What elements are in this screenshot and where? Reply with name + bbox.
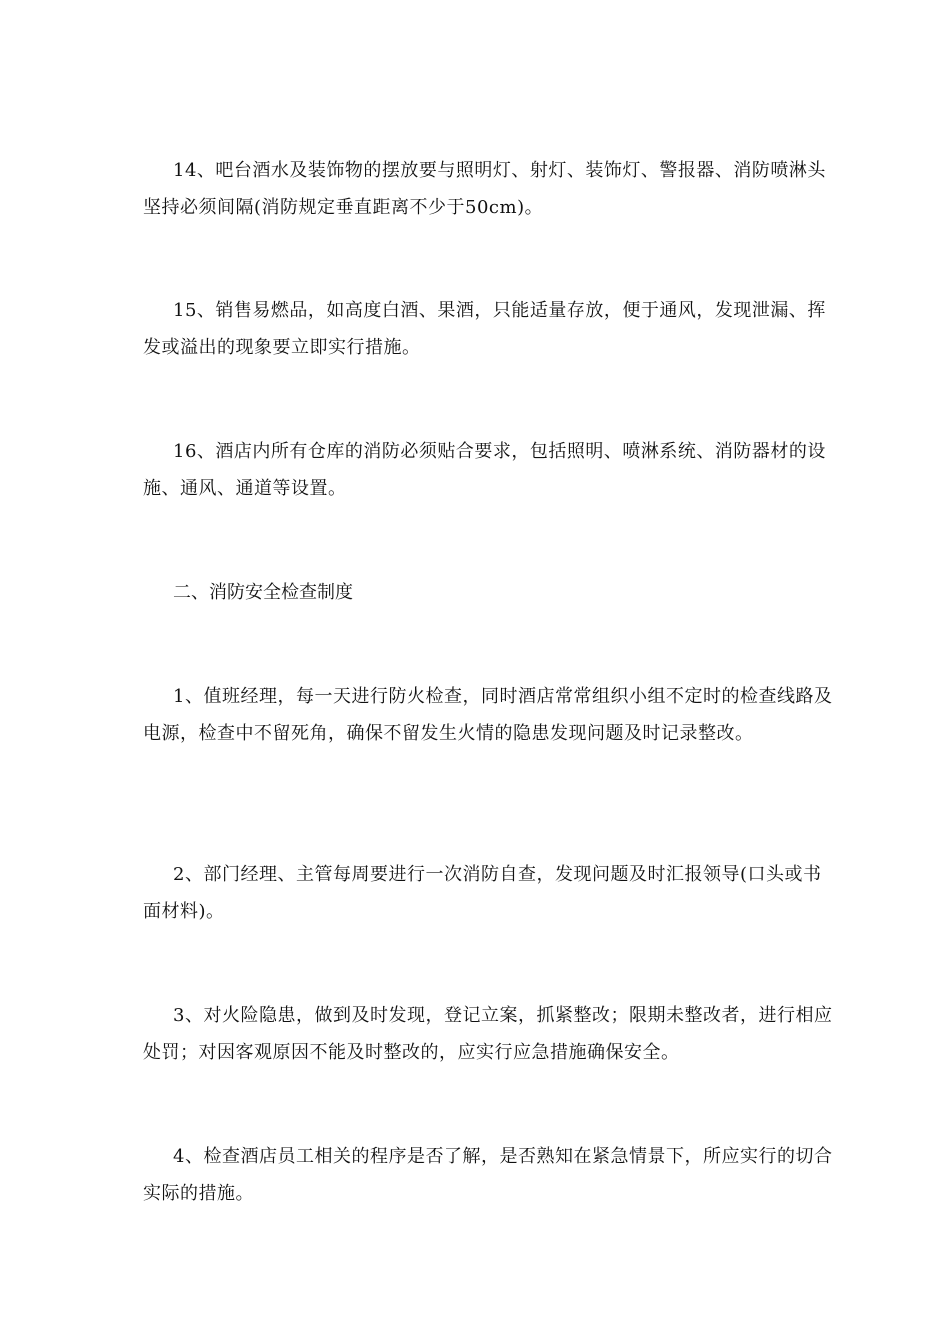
paragraph-check-2: 2、部门经理、主管每周要进行一次消防自查，发现问题及时汇报领导(口头或书面材料)。 [143, 864, 822, 922]
paragraph-check-1: 1、值班经理，每一天进行防火检查，同时酒店常常组织小组不定时的检查线路及电源，检查中不留死角，确保不留发生火情的隐患发现问题及时记录整改。 [143, 686, 833, 744]
section-heading: 二、消防安全检查制度 [173, 582, 353, 603]
paragraph-14: 14、吧台酒水及装饰物的摆放要与照明灯、射灯、装饰灯、警报器、消防喷淋头坚持必须间隔(消防规定垂直距离不少于50cm)。 [143, 160, 826, 218]
paragraph-16: 16、酒店内所有仓库的消防必须贴合要求，包括照明、喷淋系统、消防器材的设施、通风、通道等设置。 [143, 441, 826, 499]
paragraph-15: 15、销售易燃品，如高度白酒、果酒，只能适量存放，便于通风，发现泄漏、挥发或溢出的现象要立即实行措施。 [143, 300, 826, 358]
paragraph-check-3: 3、对火险隐患，做到及时发现，登记立案，抓紧整改；限期未整改者，进行相应处罚；对因客观原因不能及时整改的，应实行应急措施确保安全。 [143, 1005, 833, 1063]
paragraph-check-4: 4、检查酒店员工相关的程序是否了解，是否熟知在紧急情景下，所应实行的切合实际的措施。 [143, 1146, 833, 1204]
